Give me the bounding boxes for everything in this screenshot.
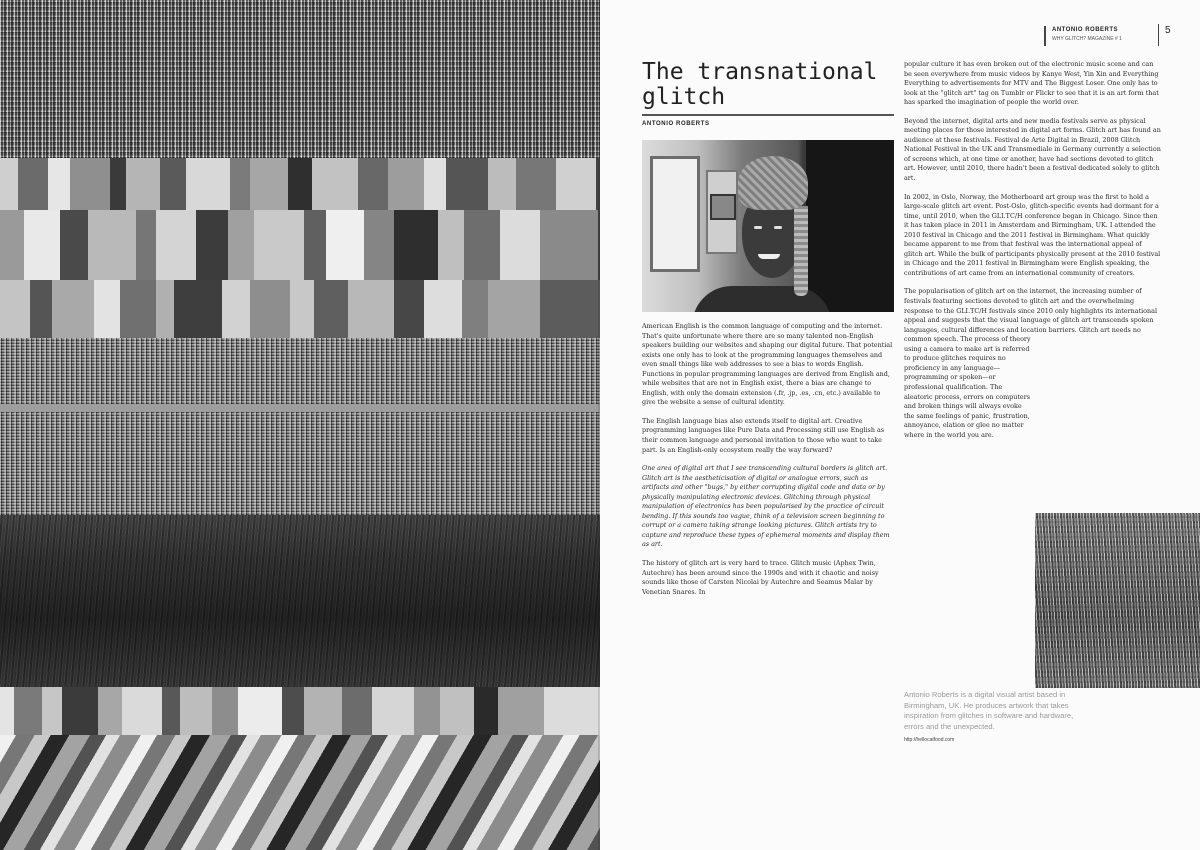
block-stripes-band xyxy=(0,158,600,338)
paragraph: American English is the common language of computing and the internet. That's quite unfortunate where there are so many talented non-English speakers building our websites and shaping our digital future. That potential exists one only has to look at the programming languages themselves and even small things like web addresses to see a bias to words English. Functions in popular programming languages are derived from English and, while websites that are not in English exist, there a bias are change to English, with only the domain extension (.fr, .jp, .es, .cn, etc.) available to give the website a sense of cultural identity. xyxy=(642,322,893,407)
title-rule xyxy=(642,114,894,116)
paragraph: The popularisation of glitch art on the internet, the increasing number of festivals featuring sections devoted to glitch art and the overwhelming response to the GLI.TC/H festivals since 2010 only highlights its international appeal and suggests that the visual language of glitch art transcends spoken languages, cultural differences and location barriers. Glitch art needs no common speech. The process of theory xyxy=(904,287,1157,344)
noise-band-middle xyxy=(0,338,600,515)
gray-rule xyxy=(0,404,600,412)
paragraph: popular culture it has even broken out of the electronic music scene and can be seen everywhere from music videos by Kanye West, Yin Xin and Everything Everything to advertisements for MTV and The Biggest Loser. One only has to look at the "glitch art" tag on Tumblr or Flickr to see that it is an art form that has sparked the imagination of people the world over. xyxy=(904,60,1159,107)
author-url-link[interactable]: http://hellocatfood.com xyxy=(904,737,955,743)
paragraph: using a camera to make art is referred to produce glitches requires no proficiency in any language—programming or spoken—or professional qualification. The aleatoric process, errors on computers and broken things will always evoke the same feelings of panic, frustration, annoyance, elation or glee no matter where in the world you are. xyxy=(904,344,1031,439)
noise-band-top xyxy=(0,0,600,158)
author-byline: ANTONIO ROBERTS xyxy=(642,121,710,127)
paragraph: The English language bias also extends itself to digital art. Creative programming languages like Pure Data and Processing still use English as their common language and personal invitation to those who want to take part. Is an English-only ecosystem really the way forward? xyxy=(642,416,885,454)
article-column-right xyxy=(904,60,1162,449)
article-page xyxy=(600,0,1200,850)
glitched-landscape-band xyxy=(0,515,600,687)
paragraph: One area of digital art that I see transcending cultural borders is glitch art. Glitch art is the aestheticisation of digital or analogue errors, such as artifacts and other "bugs," by either corrupting digital code and data or by physically manipulating electronic devices. Glitching through physical manipulation of electronics has been popularised by the practice of circuit bending. If this sounds too vague, think of a television screen beginning to corrupt or a camera taking strange looking pictures. Glitch artists try to capture and reproduce these types of ephemeral moments and display them as art. xyxy=(642,464,890,549)
page-number: 5 xyxy=(1158,24,1200,46)
glitch-grass-photo xyxy=(1035,513,1200,688)
running-head xyxy=(1044,26,1166,46)
bottom-stripes-band xyxy=(0,687,600,850)
article-title: The transnational glitch xyxy=(642,59,878,110)
paragraph: The history of glitch art is very hard to trace. Glitch music (Aphex Twin, Autechre) has been around since the 1990s and with it chaotic and noisy sounds like those of Carsten Nicolai by Autechre and Seamus Malar by Venetian Snares. In xyxy=(642,559,879,596)
author-bio: Antonio Roberts is a digital visual artist based in Birmingham, UK. He produces artwork that takes inspiration from glitches in software and hardware, errors and the unexpected. xyxy=(904,690,1074,731)
article-column-left xyxy=(642,322,894,606)
paragraph: In 2002, in Oslo, Norway, the Motherboard art group was the first to hold a large-scale glitch art event. Post-Oslo, glitch-specific events had dormant for a time, until 2010, when the GLI.TC/H conference began in Chicago. Since then it has taken place in 2011 in Amsterdam and Birmingham, UK. I attended the 2010 festival in Chicago and the 2011 festival in Birmingham. What quickly became apparent to me from that festival was the international appeal of glitch art. While the bulk of participants physically present at the 2010 festival in Chicago and the 2011 festival in Birmingham were English speaking, the contributions of art came from an international community of creators. xyxy=(904,192,1161,277)
running-head-author: ANTONIO ROBERTS xyxy=(1052,27,1119,33)
portrait-photo xyxy=(642,140,894,312)
paragraph: Beyond the internet, digital arts and new media festivals serve as physical meeting places for those interested in digital art forms. Glitch art has found an audience at these festivals. Festival de Arte Digital in Brazil, 2008 Glitch National Festival in the UK and Transmediale in Germany currently a selection of screens which, at one time or another, have had sections devoted to glitch art. However, until 2010, there hadn't been a festival dedicated solely to glitch art. xyxy=(904,116,1161,183)
running-head-publication: WHY GLITCH? MAGAZINE # 1 xyxy=(1052,36,1122,42)
